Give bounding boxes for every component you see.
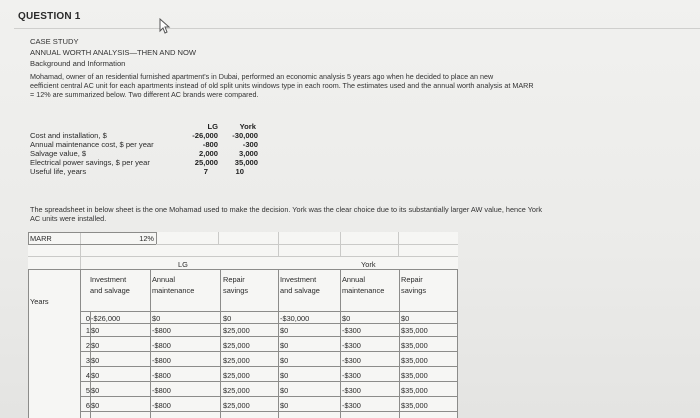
section-heading: Background and Information (30, 59, 126, 68)
lg-repair-cell[interactable]: $25,000 (223, 371, 250, 380)
lg-annual-cell[interactable]: -$800 (152, 401, 171, 410)
note-line-1: The spreadsheet in below sheet is the one Mohamad used to make the decision. York was the clear choice due to its substantially larger AW value, hence York (30, 205, 543, 214)
years-label[interactable]: Years (30, 297, 49, 306)
summary-label-salvage: Salvage value, $ (30, 149, 87, 158)
york-annual-header-2[interactable]: maintenance (342, 286, 385, 295)
york-annual-header-1[interactable]: Annual (342, 275, 366, 284)
lg-annual-header-2[interactable]: maintenance (152, 286, 195, 295)
paragraph-line-2: eefficient central AC unit for each apartments instead of old split units windows type in each room. The estimates used and the annual worth analysis at MARR (30, 81, 534, 90)
lg-repair-cell[interactable]: $25,000 (223, 356, 250, 365)
spreadsheet (28, 232, 458, 418)
york-repair-cell[interactable]: $35,000 (401, 326, 428, 335)
lg-repair-cell[interactable]: $25,000 (223, 341, 250, 350)
case-subtitle: ANNUAL WORTH ANALYSIS—THEN AND NOW (30, 48, 197, 57)
summary-lg-useful-life: 7 (203, 167, 208, 176)
york-annual-cell[interactable]: -$300 (342, 356, 361, 365)
lg-annual-cell[interactable]: -$800 (152, 371, 171, 380)
year-cell[interactable]: 3 (85, 356, 90, 365)
york-investment-header-2[interactable]: and salvage (280, 286, 320, 295)
york-investment-cell[interactable]: $0 (280, 326, 289, 335)
summary-lg-cost: -26,000 (192, 131, 218, 140)
york-group-header[interactable]: York (361, 260, 376, 269)
lg-annual-cell[interactable]: -$800 (152, 386, 171, 395)
york-investment-cell[interactable]: -$30,000 (280, 314, 310, 323)
paragraph-line-3: = 12% are summarized below. Two different AC brands were compared. (30, 90, 259, 99)
lg-annual-cell[interactable]: -$800 (152, 341, 171, 350)
lg-repair-cell[interactable]: $25,000 (223, 386, 250, 395)
york-repair-cell[interactable]: $0 (401, 314, 410, 323)
header-divider (14, 28, 700, 29)
marr-label[interactable]: MARR (30, 234, 52, 243)
paragraph-line-1: Mohamad, owner of an residential furnished apartment's in Dubai, performed an economic analysis 5 years ago when he decided to place an new (30, 72, 494, 81)
york-annual-cell[interactable]: $0 (342, 314, 351, 323)
year-cell[interactable]: 6 (85, 401, 90, 410)
lg-investment-cell[interactable]: -$26,000 (91, 314, 121, 323)
lg-investment-header-1[interactable]: Investment (90, 275, 127, 284)
summary-label-power-savings: Electrical power savings, $ per year (30, 158, 150, 167)
year-cell[interactable]: 1 (85, 326, 90, 335)
york-repair-cell[interactable]: $35,000 (401, 371, 428, 380)
note-line-2: AC units were installed. (30, 214, 107, 223)
york-investment-cell[interactable]: $0 (280, 371, 289, 380)
lg-repair-header-1[interactable]: Repair (223, 275, 245, 284)
summary-york-maintenance: -300 (242, 140, 258, 149)
summary-lg-salvage: 2,000 (198, 149, 218, 158)
summary-label-cost: Cost and installation, $ (30, 131, 107, 140)
lg-annual-cell[interactable]: -$800 (152, 356, 171, 365)
lg-repair-cell[interactable]: $25,000 (223, 326, 250, 335)
york-investment-cell[interactable]: $0 (280, 341, 289, 350)
summary-label-maintenance: Annual maintenance cost, $ per year (30, 140, 154, 149)
summary-col-lg: LG (207, 122, 218, 131)
york-repair-header-1[interactable]: Repair (401, 275, 423, 284)
lg-repair-cell[interactable]: $25,000 (223, 401, 250, 410)
lg-investment-cell[interactable]: $0 (91, 326, 100, 335)
lg-annual-cell[interactable]: -$800 (152, 326, 171, 335)
marr-value[interactable]: 12% (139, 234, 154, 243)
lg-investment-header-2[interactable]: and salvage (90, 286, 130, 295)
york-repair-cell[interactable]: $35,000 (401, 401, 428, 410)
york-investment-cell[interactable]: $0 (280, 356, 289, 365)
lg-annual-cell[interactable]: $0 (152, 314, 161, 323)
york-investment-header-1[interactable]: Investment (280, 275, 317, 284)
york-annual-cell[interactable]: -$300 (342, 386, 361, 395)
year-cell[interactable]: 4 (85, 371, 90, 380)
york-investment-cell[interactable]: $0 (280, 386, 289, 395)
summary-lg-power-savings: 25,000 (194, 158, 218, 167)
york-annual-cell[interactable]: -$300 (342, 341, 361, 350)
lg-investment-cell[interactable]: $0 (91, 356, 100, 365)
mouse-cursor-icon (158, 18, 172, 34)
year-cell[interactable]: 5 (85, 386, 90, 395)
lg-repair-cell[interactable]: $0 (223, 314, 232, 323)
york-repair-cell[interactable]: $35,000 (401, 356, 428, 365)
lg-annual-header-1[interactable]: Annual (152, 275, 176, 284)
york-annual-cell[interactable]: -$300 (342, 401, 361, 410)
york-annual-cell[interactable]: -$300 (342, 371, 361, 380)
lg-investment-cell[interactable]: $0 (91, 371, 100, 380)
year-cell[interactable]: 2 (85, 341, 90, 350)
york-repair-cell[interactable]: $35,000 (401, 341, 428, 350)
case-study-label: CASE STUDY (30, 37, 79, 46)
summary-york-salvage: 3,000 (238, 149, 258, 158)
york-investment-cell[interactable]: $0 (280, 401, 289, 410)
york-repair-header-2[interactable]: savings (401, 286, 427, 295)
lg-investment-cell[interactable]: $0 (91, 386, 100, 395)
summary-york-cost: -30,000 (232, 131, 258, 140)
summary-lg-maintenance: -800 (202, 140, 218, 149)
question-title: QUESTION 1 (18, 11, 81, 22)
year-cell[interactable]: 0 (85, 314, 90, 323)
lg-group-header[interactable]: LG (178, 260, 188, 269)
lg-investment-cell[interactable]: $0 (91, 341, 100, 350)
summary-york-power-savings: 35,000 (234, 158, 258, 167)
york-annual-cell[interactable]: -$300 (342, 326, 361, 335)
lg-repair-header-2[interactable]: savings (223, 286, 249, 295)
summary-york-useful-life: 10 (235, 167, 244, 176)
summary-col-york: York (239, 122, 256, 131)
lg-investment-cell[interactable]: $0 (91, 401, 100, 410)
york-repair-cell[interactable]: $35,000 (401, 386, 428, 395)
summary-label-useful-life: Useful life, years (30, 167, 87, 176)
